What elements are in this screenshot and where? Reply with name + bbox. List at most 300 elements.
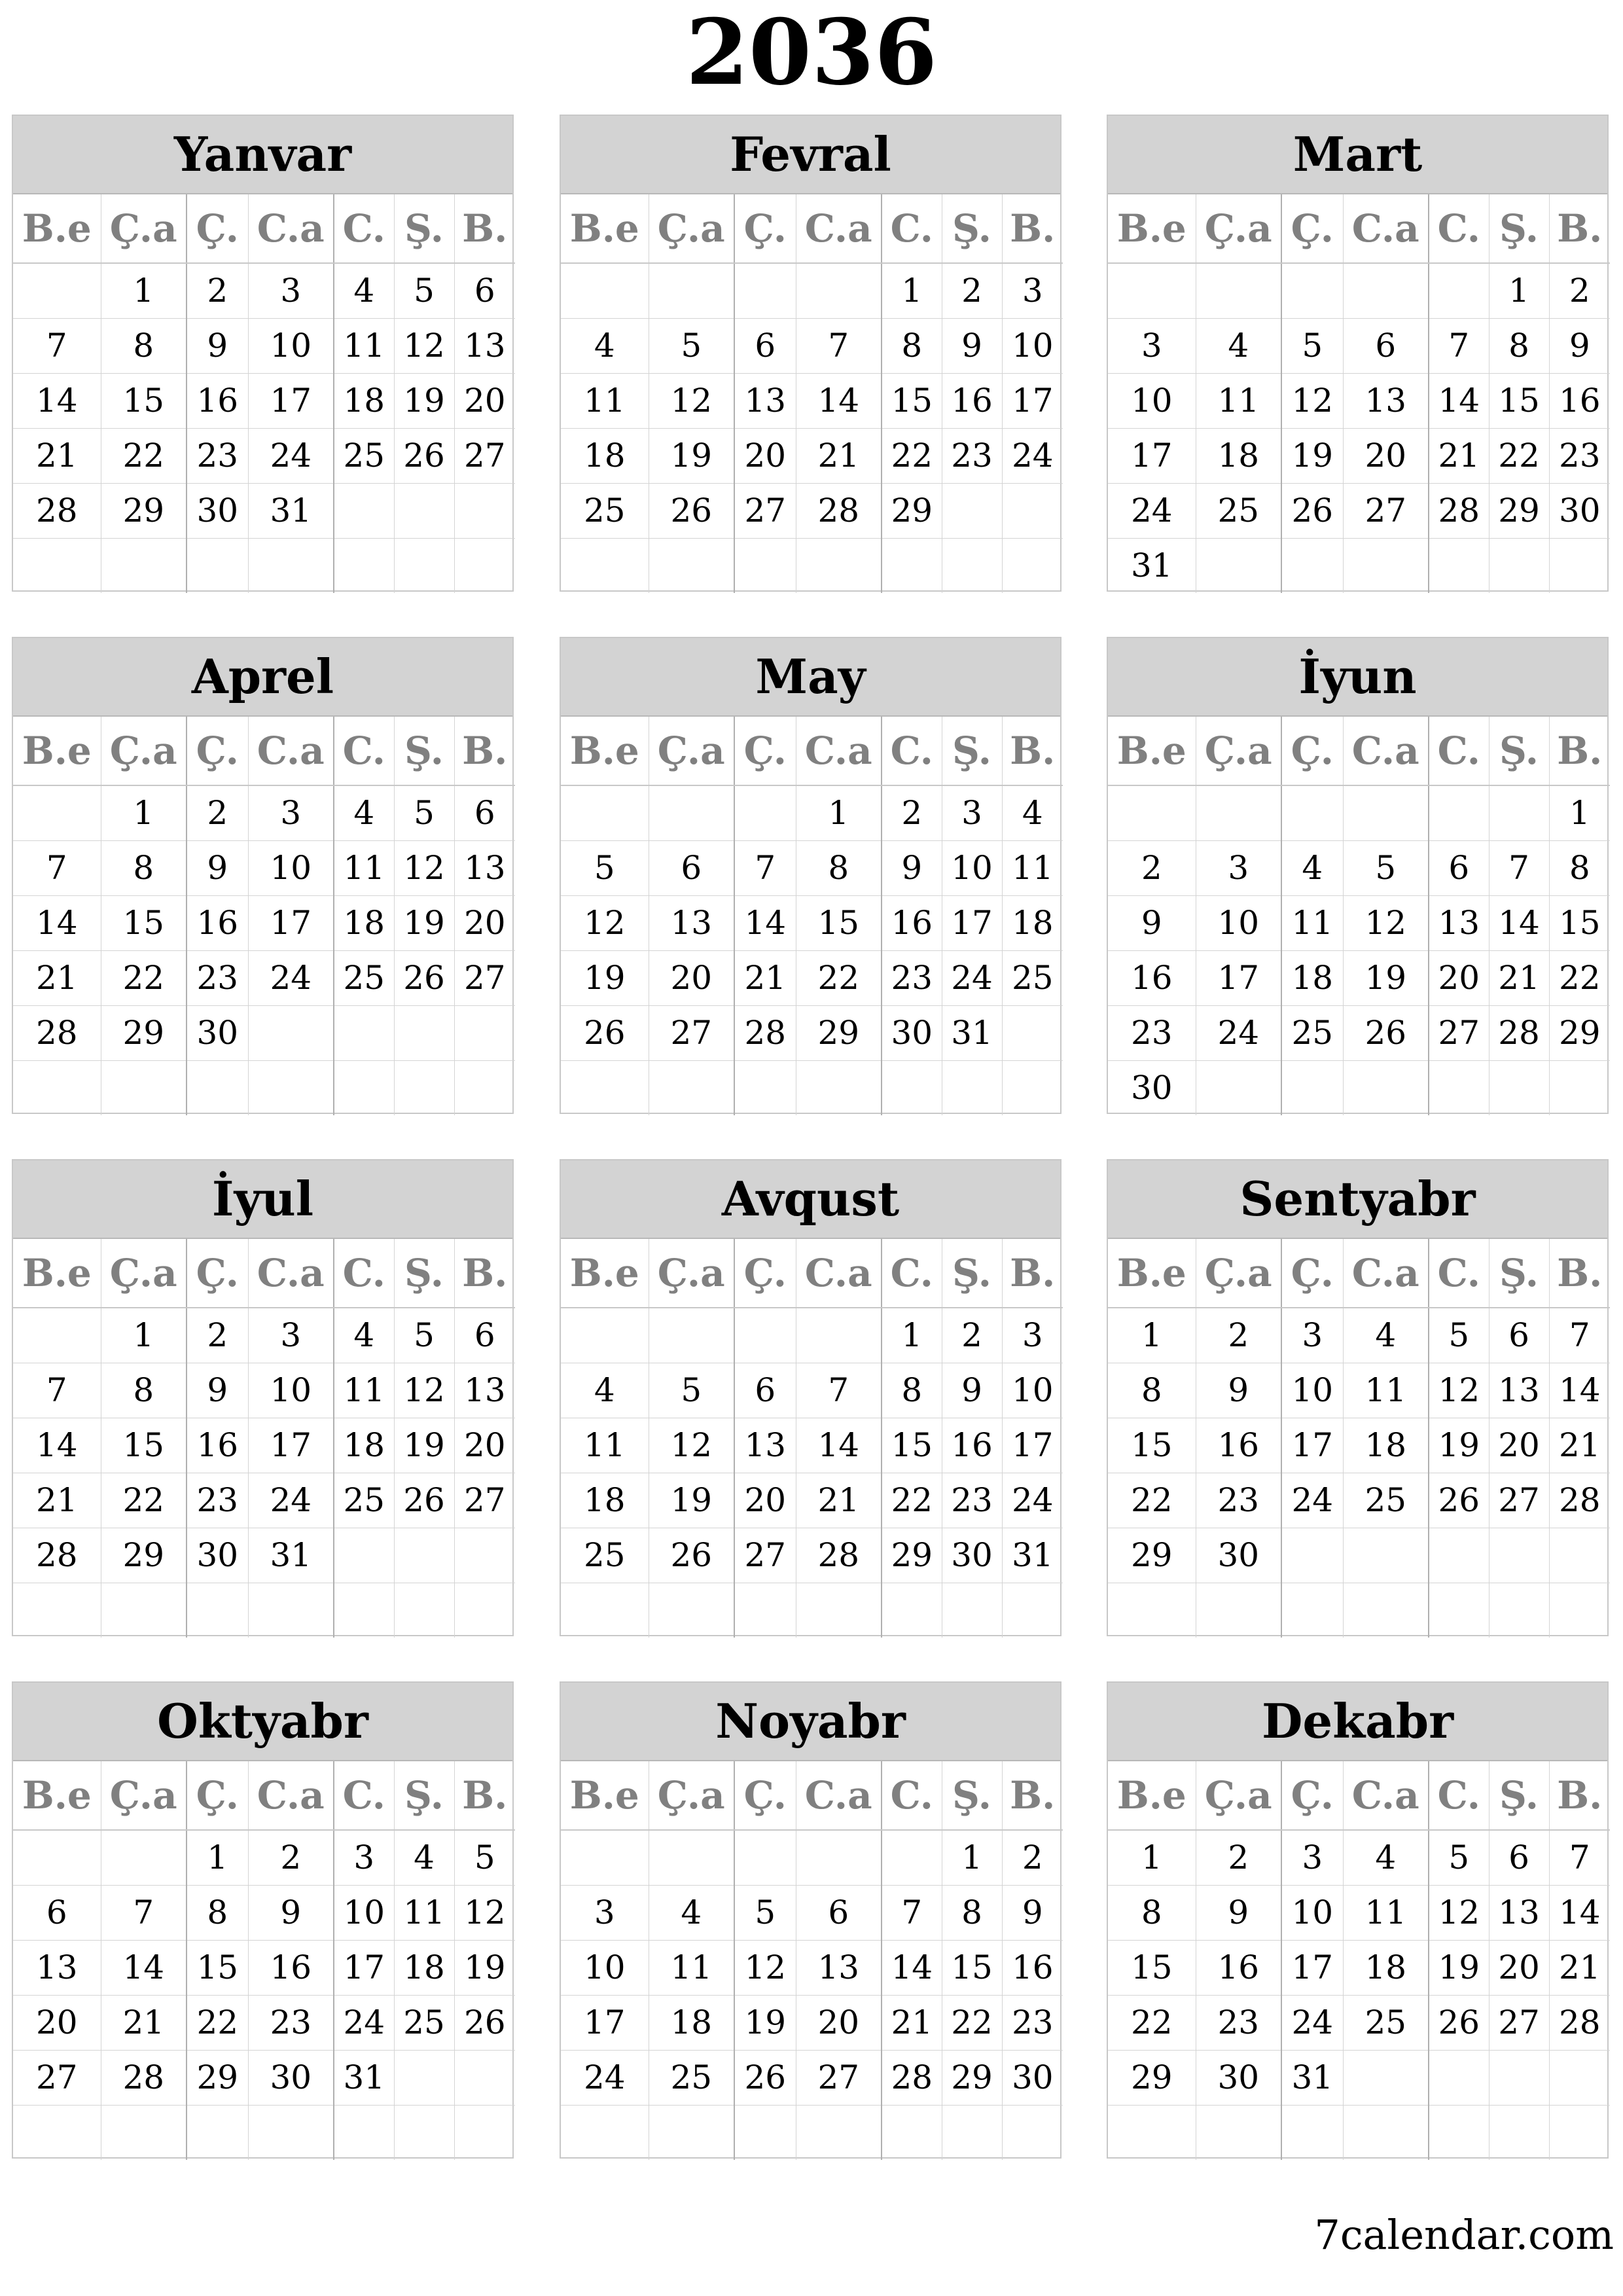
week-row <box>13 374 515 429</box>
day-cell <box>13 1308 101 1363</box>
day-cell: 21 <box>1549 1941 1610 1996</box>
day-cell <box>649 1583 734 1638</box>
day-cell: 11 <box>1281 896 1343 951</box>
weekday-label: Ş. <box>942 1761 1002 1830</box>
weekday-label: C.a <box>1343 1239 1429 1308</box>
day-cell: 13 <box>1429 896 1489 951</box>
day-cell: 20 <box>454 1418 515 1473</box>
day-cell <box>796 263 882 319</box>
day-cell: 19 <box>394 374 454 429</box>
day-cell: 18 <box>334 896 394 951</box>
weekday-label: Ş. <box>1489 717 1549 785</box>
day-cell <box>561 1830 649 1886</box>
day-cell: 13 <box>454 319 515 374</box>
weekday-label: C. <box>882 1239 942 1308</box>
weekday-header-row <box>1108 717 1610 785</box>
week-row <box>1108 2106 1610 2161</box>
weekday-label: Ç. <box>734 194 796 263</box>
weekday-label: Ç. <box>187 194 248 263</box>
weekday-label: C. <box>334 1761 394 1830</box>
day-cell: 14 <box>796 374 882 429</box>
day-cell <box>334 1528 394 1583</box>
day-cell: 6 <box>454 785 515 841</box>
day-cell: 8 <box>1108 1363 1196 1418</box>
day-cell: 4 <box>649 1886 734 1941</box>
weekday-header-row <box>13 1761 515 1830</box>
day-cell <box>394 1583 454 1638</box>
day-cell: 6 <box>454 263 515 319</box>
week-row <box>1108 374 1610 429</box>
day-cell <box>248 2106 334 2161</box>
day-cell: 14 <box>1429 374 1489 429</box>
weekday-header-row <box>561 1761 1063 1830</box>
day-cell: 23 <box>1196 1996 1281 2051</box>
day-cell: 3 <box>561 1886 649 1941</box>
weekday-header-row <box>13 194 515 263</box>
day-cell <box>1002 2106 1063 2161</box>
day-cell: 12 <box>1343 896 1429 951</box>
week-row <box>561 785 1063 841</box>
weekday-label: Ş. <box>942 717 1002 785</box>
day-cell: 26 <box>394 951 454 1006</box>
day-cell: 3 <box>1108 319 1196 374</box>
week-row <box>13 539 515 594</box>
weekday-label: B. <box>1002 717 1063 785</box>
day-cell: 24 <box>1281 1996 1343 2051</box>
day-cell: 25 <box>649 2051 734 2106</box>
day-cell: 9 <box>942 1363 1002 1418</box>
day-cell: 23 <box>882 951 942 1006</box>
day-cell <box>1489 539 1549 594</box>
day-cell <box>1343 263 1429 319</box>
month-name: İyul <box>13 1160 512 1239</box>
day-cell: 7 <box>1549 1308 1610 1363</box>
day-cell: 6 <box>649 841 734 896</box>
day-cell <box>1196 539 1281 594</box>
day-cell: 19 <box>394 896 454 951</box>
day-cell: 4 <box>1002 785 1063 841</box>
day-cell: 21 <box>13 429 101 484</box>
day-cell <box>454 2051 515 2106</box>
day-cell: 5 <box>734 1886 796 1941</box>
day-cell: 9 <box>1549 319 1610 374</box>
day-cell: 27 <box>1489 1473 1549 1528</box>
day-cell: 15 <box>1489 374 1549 429</box>
weekday-label: Ç.a <box>649 1239 734 1308</box>
day-cell: 6 <box>454 1308 515 1363</box>
day-cell: 27 <box>796 2051 882 2106</box>
day-cell: 9 <box>1196 1363 1281 1418</box>
day-cell: 12 <box>649 1418 734 1473</box>
week-row <box>561 1308 1063 1363</box>
day-cell: 28 <box>882 2051 942 2106</box>
day-cell <box>454 539 515 594</box>
day-cell: 27 <box>1489 1996 1549 2051</box>
day-cell: 12 <box>561 896 649 951</box>
day-cell: 28 <box>13 1528 101 1583</box>
weekday-label: Ç. <box>1281 194 1343 263</box>
month-days-table <box>561 717 1063 1115</box>
day-cell: 16 <box>1108 951 1196 1006</box>
weekday-label: B. <box>1549 194 1610 263</box>
day-cell: 11 <box>334 841 394 896</box>
day-cell: 13 <box>734 1418 796 1473</box>
day-cell: 10 <box>334 1886 394 1941</box>
day-cell: 5 <box>394 785 454 841</box>
day-cell <box>1002 484 1063 539</box>
day-cell: 2 <box>942 263 1002 319</box>
day-cell <box>454 484 515 539</box>
weekday-label: Ç. <box>187 717 248 785</box>
month-days-table <box>561 194 1063 593</box>
day-cell <box>561 1061 649 1116</box>
month-name: Oktyabr <box>13 1683 512 1761</box>
day-cell: 24 <box>248 1473 334 1528</box>
day-cell: 1 <box>942 1830 1002 1886</box>
day-cell: 23 <box>1002 1996 1063 2051</box>
weekday-label: C.a <box>796 1761 882 1830</box>
day-cell <box>649 263 734 319</box>
day-cell: 7 <box>796 1363 882 1418</box>
day-cell <box>334 2106 394 2161</box>
day-cell <box>561 785 649 841</box>
day-cell: 29 <box>882 484 942 539</box>
day-cell: 8 <box>1549 841 1610 896</box>
day-cell: 14 <box>13 374 101 429</box>
day-cell <box>942 1583 1002 1638</box>
day-cell: 14 <box>734 896 796 951</box>
day-cell <box>248 1583 334 1638</box>
day-cell: 13 <box>796 1941 882 1996</box>
month-name: İyun <box>1108 638 1607 717</box>
day-cell: 20 <box>734 429 796 484</box>
day-cell: 11 <box>334 1363 394 1418</box>
week-row <box>1108 263 1610 319</box>
day-cell: 28 <box>13 1006 101 1061</box>
week-row <box>1108 1941 1610 1996</box>
day-cell: 30 <box>1002 2051 1063 2106</box>
day-cell: 4 <box>334 785 394 841</box>
weekday-header-row <box>1108 1761 1610 1830</box>
weekday-label: C. <box>882 717 942 785</box>
week-row <box>13 1941 515 1996</box>
month-days-table <box>1108 194 1610 593</box>
day-cell: 8 <box>796 841 882 896</box>
day-cell <box>1002 1006 1063 1061</box>
month-yanvar <box>12 115 514 592</box>
day-cell: 12 <box>1281 374 1343 429</box>
weekday-label: C. <box>882 1761 942 1830</box>
day-cell: 15 <box>101 1418 187 1473</box>
month-sentyabr <box>1107 1159 1609 1636</box>
day-cell <box>1489 1061 1549 1116</box>
day-cell: 6 <box>1489 1308 1549 1363</box>
day-cell: 18 <box>649 1996 734 2051</box>
week-row <box>561 319 1063 374</box>
day-cell: 16 <box>187 374 248 429</box>
day-cell: 26 <box>454 1996 515 2051</box>
weekday-label: Ş. <box>394 194 454 263</box>
day-cell: 19 <box>1281 429 1343 484</box>
day-cell <box>1429 1528 1489 1583</box>
weekday-header-row <box>13 1239 515 1308</box>
day-cell <box>942 2106 1002 2161</box>
day-cell: 9 <box>942 319 1002 374</box>
day-cell <box>13 785 101 841</box>
day-cell: 9 <box>187 1363 248 1418</box>
month-oktyabr <box>12 1681 514 2159</box>
day-cell <box>454 1006 515 1061</box>
day-cell: 20 <box>13 1996 101 2051</box>
day-cell: 1 <box>1489 263 1549 319</box>
day-cell: 28 <box>796 484 882 539</box>
day-cell: 7 <box>13 319 101 374</box>
day-cell: 9 <box>248 1886 334 1941</box>
week-row <box>1108 2051 1610 2106</box>
month-avqust <box>560 1159 1061 1636</box>
month-name: Avqust <box>561 1160 1060 1239</box>
weekday-header-row <box>1108 1239 1610 1308</box>
weekday-label: B.e <box>13 1239 101 1308</box>
weekday-label: Ç. <box>734 1761 796 1830</box>
day-cell: 6 <box>734 319 796 374</box>
day-cell <box>734 263 796 319</box>
day-cell: 18 <box>334 1418 394 1473</box>
day-cell: 3 <box>1002 263 1063 319</box>
weekday-label: C.a <box>796 194 882 263</box>
day-cell <box>1549 1528 1610 1583</box>
week-row <box>13 429 515 484</box>
weekday-label: C.a <box>1343 194 1429 263</box>
weekday-label: Ş. <box>394 717 454 785</box>
day-cell: 9 <box>1002 1886 1063 1941</box>
day-cell: 7 <box>101 1886 187 1941</box>
day-cell: 10 <box>1281 1363 1343 1418</box>
day-cell: 19 <box>561 951 649 1006</box>
day-cell: 11 <box>561 1418 649 1473</box>
week-row <box>561 484 1063 539</box>
weekday-label: Ç. <box>734 717 796 785</box>
day-cell: 1 <box>101 1308 187 1363</box>
day-cell <box>1343 1528 1429 1583</box>
day-cell: 31 <box>942 1006 1002 1061</box>
week-row <box>1108 1308 1610 1363</box>
day-cell: 16 <box>1196 1941 1281 1996</box>
day-cell: 1 <box>882 1308 942 1363</box>
day-cell: 10 <box>1108 374 1196 429</box>
day-cell: 16 <box>1549 374 1610 429</box>
day-cell: 4 <box>561 1363 649 1418</box>
week-row <box>13 951 515 1006</box>
month-name: Yanvar <box>13 116 512 194</box>
month-days-table <box>561 1761 1063 2160</box>
day-cell: 23 <box>942 429 1002 484</box>
day-cell: 22 <box>796 951 882 1006</box>
day-cell: 31 <box>248 484 334 539</box>
day-cell: 7 <box>882 1886 942 1941</box>
day-cell: 17 <box>1281 1418 1343 1473</box>
weekday-label: B. <box>1549 1761 1610 1830</box>
day-cell <box>942 1061 1002 1116</box>
day-cell: 15 <box>101 896 187 951</box>
day-cell: 14 <box>13 1418 101 1473</box>
day-cell <box>1549 1061 1610 1116</box>
day-cell <box>454 2106 515 2161</box>
day-cell: 13 <box>454 1363 515 1418</box>
day-cell: 20 <box>734 1473 796 1528</box>
day-cell: 21 <box>13 951 101 1006</box>
month-name: Noyabr <box>561 1683 1060 1761</box>
day-cell: 20 <box>454 374 515 429</box>
day-cell: 17 <box>1002 374 1063 429</box>
day-cell: 26 <box>1281 484 1343 539</box>
day-cell: 5 <box>1343 841 1429 896</box>
day-cell: 17 <box>1002 1418 1063 1473</box>
day-cell <box>13 263 101 319</box>
day-cell: 30 <box>1108 1061 1196 1116</box>
week-row <box>13 1061 515 1116</box>
weekday-label: Ç. <box>734 1239 796 1308</box>
day-cell: 3 <box>1281 1830 1343 1886</box>
day-cell: 4 <box>334 1308 394 1363</box>
day-cell: 31 <box>334 2051 394 2106</box>
day-cell: 13 <box>649 896 734 951</box>
weekday-label: B.e <box>1108 717 1196 785</box>
day-cell: 18 <box>1281 951 1343 1006</box>
weekday-label: C. <box>334 194 394 263</box>
day-cell: 7 <box>13 841 101 896</box>
day-cell: 2 <box>882 785 942 841</box>
year-title: 2036 <box>685 0 938 105</box>
week-row <box>1108 841 1610 896</box>
day-cell: 21 <box>1549 1418 1610 1473</box>
day-cell: 16 <box>882 896 942 951</box>
day-cell: 21 <box>796 1473 882 1528</box>
day-cell: 27 <box>734 1528 796 1583</box>
day-cell: 15 <box>796 896 882 951</box>
day-cell <box>882 1830 942 1886</box>
weekday-header-row <box>561 194 1063 263</box>
day-cell: 31 <box>1002 1528 1063 1583</box>
week-row <box>561 1061 1063 1116</box>
weekday-label: B. <box>1549 1239 1610 1308</box>
day-cell: 8 <box>942 1886 1002 1941</box>
day-cell <box>734 2106 796 2161</box>
day-cell: 16 <box>187 896 248 951</box>
weekday-label: B.e <box>561 194 649 263</box>
weekday-label: B.e <box>561 717 649 785</box>
weekday-label: Ç.a <box>1196 717 1281 785</box>
day-cell <box>1429 785 1489 841</box>
weekday-label: Ç.a <box>649 1761 734 1830</box>
day-cell <box>1489 1583 1549 1638</box>
day-cell <box>882 2106 942 2161</box>
day-cell <box>248 1061 334 1116</box>
day-cell <box>101 1583 187 1638</box>
day-cell <box>1108 263 1196 319</box>
day-cell: 28 <box>1489 1006 1549 1061</box>
day-cell <box>394 1061 454 1116</box>
weekday-label: Ç.a <box>101 1761 187 1830</box>
day-cell: 11 <box>394 1886 454 1941</box>
day-cell: 21 <box>13 1473 101 1528</box>
day-cell <box>1343 539 1429 594</box>
weekday-label: Ş. <box>942 1239 1002 1308</box>
day-cell: 30 <box>1196 1528 1281 1583</box>
day-cell: 23 <box>248 1996 334 2051</box>
day-cell <box>649 1308 734 1363</box>
day-cell <box>334 1006 394 1061</box>
day-cell: 22 <box>942 1996 1002 2051</box>
day-cell <box>796 1308 882 1363</box>
week-row <box>13 1363 515 1418</box>
day-cell: 17 <box>561 1996 649 2051</box>
weekday-label: C. <box>334 717 394 785</box>
day-cell <box>796 539 882 594</box>
day-cell: 6 <box>13 1886 101 1941</box>
day-cell <box>649 2106 734 2161</box>
day-cell: 30 <box>1549 484 1610 539</box>
week-row <box>561 1996 1063 2051</box>
day-cell <box>187 1061 248 1116</box>
week-row <box>1108 539 1610 594</box>
day-cell: 19 <box>1429 1941 1489 1996</box>
day-cell: 7 <box>1429 319 1489 374</box>
week-row <box>13 1583 515 1638</box>
day-cell: 22 <box>101 1473 187 1528</box>
week-row <box>1108 1886 1610 1941</box>
month-days-table <box>13 1239 515 1638</box>
month-days-table <box>13 717 515 1115</box>
day-cell: 24 <box>1002 429 1063 484</box>
day-cell <box>1429 2051 1489 2106</box>
day-cell: 3 <box>334 1830 394 1886</box>
day-cell: 3 <box>248 1308 334 1363</box>
day-cell: 10 <box>561 1941 649 1996</box>
month-dekabr <box>1107 1681 1609 2159</box>
day-cell <box>101 539 187 594</box>
day-cell <box>734 1308 796 1363</box>
day-cell: 17 <box>1108 429 1196 484</box>
day-cell <box>1281 785 1343 841</box>
day-cell: 14 <box>101 1941 187 1996</box>
day-cell <box>1196 785 1281 841</box>
day-cell: 5 <box>649 319 734 374</box>
day-cell: 2 <box>1002 1830 1063 1886</box>
day-cell <box>734 785 796 841</box>
day-cell: 2 <box>1196 1830 1281 1886</box>
week-row <box>561 1418 1063 1473</box>
day-cell: 21 <box>796 429 882 484</box>
week-row <box>13 1308 515 1363</box>
day-cell: 7 <box>13 1363 101 1418</box>
day-cell: 27 <box>454 429 515 484</box>
day-cell <box>734 1061 796 1116</box>
week-row <box>13 319 515 374</box>
week-row <box>13 1418 515 1473</box>
day-cell <box>13 2106 101 2161</box>
weekday-label: Ş. <box>394 1239 454 1308</box>
month-days-table <box>1108 1761 1610 2160</box>
day-cell: 20 <box>1489 1941 1549 1996</box>
week-row <box>561 1006 1063 1061</box>
day-cell: 1 <box>1108 1830 1196 1886</box>
day-cell: 18 <box>394 1941 454 1996</box>
day-cell <box>649 539 734 594</box>
week-row <box>13 841 515 896</box>
day-cell: 21 <box>1429 429 1489 484</box>
day-cell: 9 <box>1108 896 1196 951</box>
